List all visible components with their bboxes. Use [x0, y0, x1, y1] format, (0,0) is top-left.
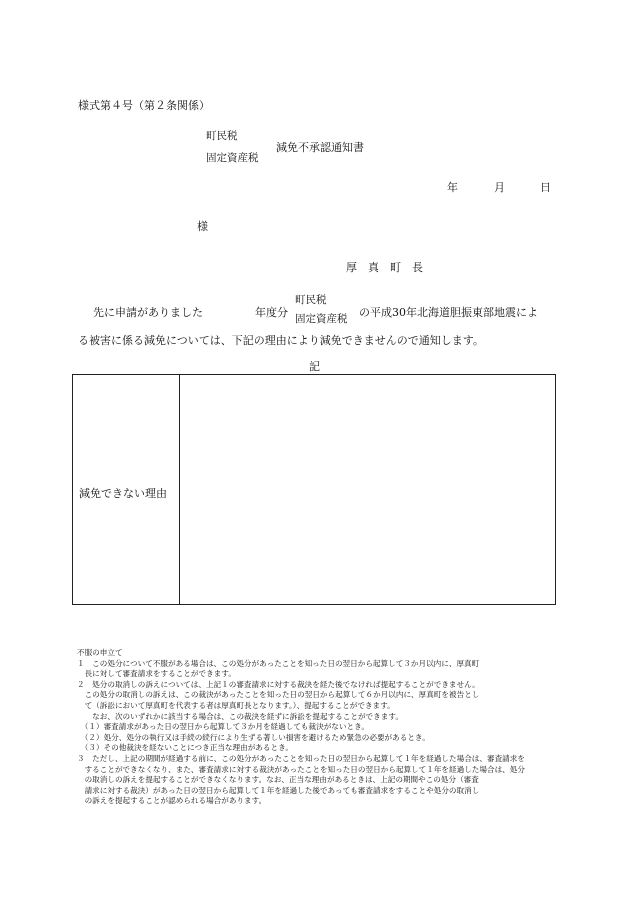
- notice-line: （１）審査請求があった日の翌日から起算して３か月を経過しても裁決がないとき。: [77, 722, 369, 732]
- date-year-label: 年: [447, 181, 458, 194]
- reason-content: [181, 375, 555, 604]
- table-divider: [179, 375, 180, 604]
- notice-line: の取消しの訴えを提起することができなくなります。なお、正当な理由があるときは、上記の期間やこの処分（審査: [77, 775, 479, 785]
- form-number: 様式第４号（第２条関係）: [78, 99, 210, 112]
- document-title: 減免不承認通知書: [276, 141, 364, 154]
- notice-line: ３ ただし、上記の期間が経過する前に、この処分があったことを知った日の翌日から起算して１年を経過した場合は、審査請求を: [77, 753, 525, 763]
- notice-line: の訴えを提起することが認められる場合があります。: [77, 796, 267, 806]
- body-intro: 先に申請がありました: [93, 306, 203, 319]
- reason-table: [72, 374, 556, 605]
- notice-line: なお、次のいずれかに該当する場合は、この裁決を経ずに訴訟を提起することができます。: [77, 711, 403, 721]
- notice-line: 請求に対する裁決）があった日の翌日から起算して１年を経過した後であっても審査請求をすることや処分の取消し: [77, 785, 480, 795]
- notice-line: この処分の取消しの訴えは、この裁決があったことを知った日の翌日から起算して６か月以内に、厚真町を被告とし: [77, 690, 480, 700]
- reason-label: 減免できない理由: [79, 487, 167, 500]
- notice-line: １ この処分について不服がある場合は、この処分があったことを知った日の翌日から起算して３か月以内に、厚真町: [77, 658, 480, 668]
- addressee-suffix: 様: [197, 220, 208, 233]
- date-day-label: 日: [540, 181, 551, 194]
- body-tax-property: 固定資産税: [295, 313, 348, 325]
- title-tax-property: 固定資産税: [206, 152, 259, 164]
- notice-line: ２ 処分の取消しの訴えについては、上記１の審査請求に対する裁決を経た後でなければ提起することができません。: [77, 679, 480, 689]
- body-earthquake: の平成30年北海道胆振東部地震によ: [359, 306, 538, 319]
- notice-line: することができなくなり、また、審査請求に対する裁決があったことを知った日の翌日から起算して１年を経過した場合は、処分: [77, 764, 525, 774]
- appeal-notice: [77, 648, 557, 807]
- notice-line: （２）処分、処分の執行又は手続の続行により生ずる著しい損害を避けるため緊急の必要があるとき。: [77, 732, 430, 742]
- notice-line: て（訴訟において厚真町を代表する者は厚真町長となります。）、提起することができます。: [77, 700, 395, 710]
- body-fiscal-year: 年度分: [255, 306, 288, 319]
- date-month-label: 月: [494, 181, 505, 194]
- sender-name: 厚 真 町 長: [346, 261, 423, 274]
- body-tax-town: 町民税: [295, 294, 327, 306]
- notice-heading: 不服の申立て: [77, 648, 123, 657]
- ki-heading: 記: [309, 360, 320, 373]
- body-line2: る被害に係る減免については、下記の理由により減免できませんので通知します。: [78, 334, 484, 347]
- title-tax-town: 町民税: [206, 130, 238, 142]
- notice-line: （３）その他裁決を経ないことにつき正当な理由があるとき。: [77, 743, 293, 753]
- notice-line: 長に対して審査請求をすることができます。: [77, 669, 236, 679]
